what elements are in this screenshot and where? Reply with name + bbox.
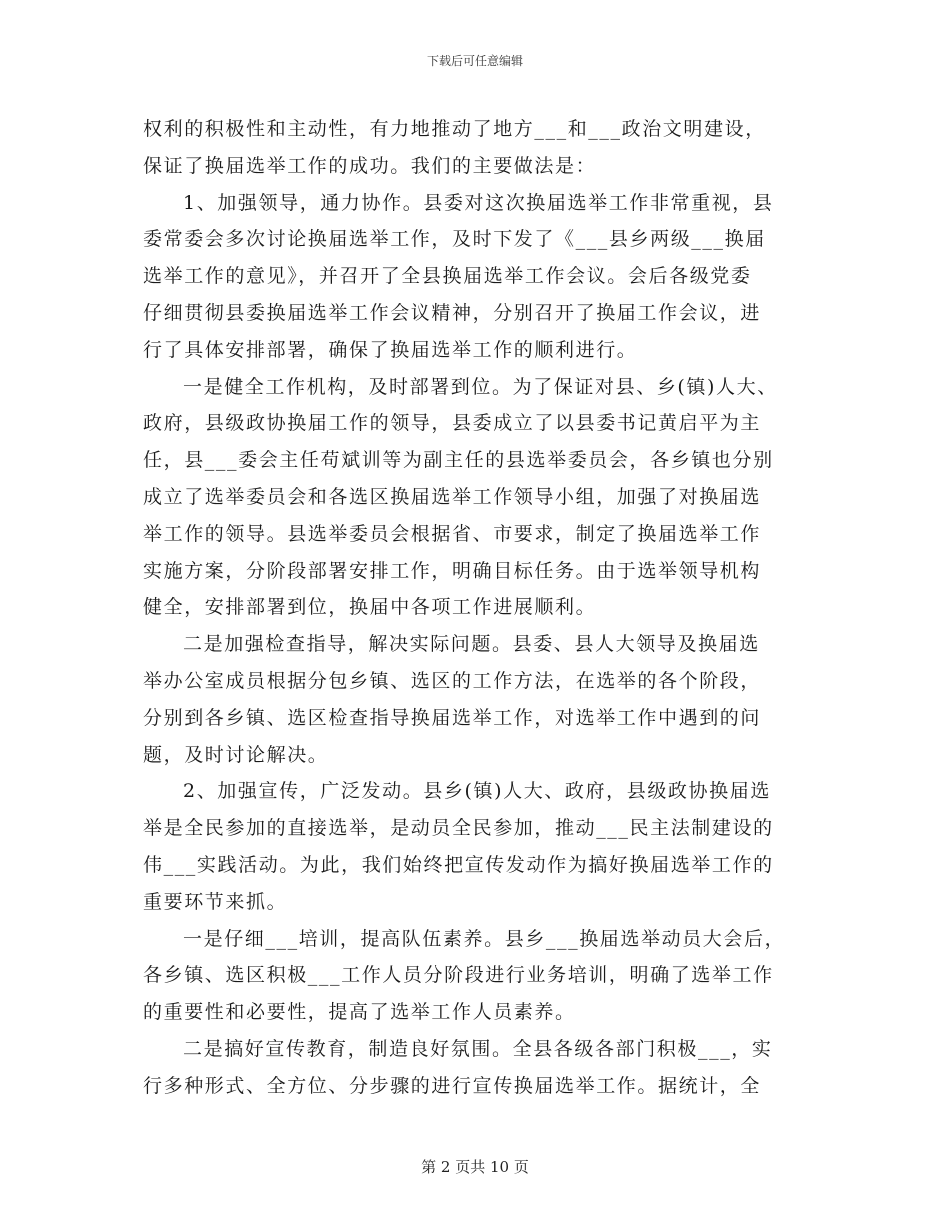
page-header: 下载后可任意编辑 — [426, 54, 523, 68]
text-line: 重要环节来抓。 — [143, 890, 288, 913]
text-line: 二是加强检查指导，解决实际问题。县委、县人大领导及换届选 — [183, 633, 760, 656]
text-line: 健全，安排部署到位，换届中各项工作进展顺利。 — [143, 596, 597, 619]
text-line: 伟___实践活动。为此，我们始终把宣传发动作为搞好换届选举工作的 — [143, 853, 774, 876]
text-line: 一是仔细___培训，提高队伍素养。县乡___换届选举动员大会后， — [183, 927, 786, 950]
text-line: 题，及时讨论解决。 — [143, 743, 329, 766]
text-line: 任，县___委会主任苟斌训等为副主任的县选举委员会，各乡镇也分别 — [143, 449, 774, 472]
text-line: 的重要性和必要性，提高了选举工作人员素养。 — [143, 1001, 576, 1024]
text-line: 实施方案，分阶段部署安排工作，明确目标任务。由于选举领导机构 — [143, 559, 762, 582]
text-line: 各乡镇、选区积极___工作人员分阶段进行业务培训，明确了选举工作 — [143, 964, 774, 987]
text-line: 权利的积极性和主动性，有力地推动了地方___和___政治文明建设， — [143, 118, 766, 140]
text-line: 二是搞好宣传教育，制造良好氛围。全县各级各部门积极___，实 — [183, 1037, 773, 1060]
text-line: 分别到各乡镇、选区检查指导换届选举工作，对选举工作中遇到的问 — [143, 706, 762, 729]
text-line: 行了具体安排部署，确保了换届选举工作的顺利进行。 — [143, 338, 638, 361]
page-footer: 第 2 页共 10 页 — [421, 1158, 529, 1176]
text-line: 仔细贯彻县委换届选举工作会议精神，分别召开了换届工作会议，进 — [143, 301, 762, 324]
text-line: 行多种形式、全方位、分步骤的进行宣传换届选举工作。据统计，全 — [143, 1074, 762, 1097]
text-line: 委常委会多次讨论换届选举工作，及时下发了《___县乡两级___换届 — [143, 228, 766, 251]
text-line: 选举工作的意见》，并召开了全县换届选举工作会议。会后各级党委 — [143, 265, 752, 288]
text-line: 举办公室成员根据分包乡镇、选区的工作方法，在选举的各个阶段， — [143, 669, 762, 692]
text-line: 举是全民参加的直接选举，是动员全民参加，推动___民主法制建设的 — [143, 817, 774, 840]
text-line: 举工作的领导。县选举委员会根据省、市要求，制定了换届选举工作 — [143, 522, 762, 545]
text-line: 政府，县级政协换届工作的领导，县委成立了以县委书记黄启平为主 — [143, 412, 762, 435]
text-line: 成立了选举委员会和各选区换届选举工作领导小组，加强了对换届选 — [143, 485, 762, 508]
document-body — [143, 111, 811, 1105]
text-line: 2、加强宣传，广泛发动。县乡(镇)人大、政府，县级政协换届选 — [183, 780, 771, 803]
text-line: 1、加强领导，通力协作。县委对这次换届选举工作非常重视，县 — [183, 191, 774, 214]
text-line: 一是健全工作机构，及时部署到位。为了保证对县、乡(镇)人大、 — [183, 375, 778, 398]
text-line: 保证了换届选举工作的成功。我们的主要做法是： — [143, 154, 597, 177]
